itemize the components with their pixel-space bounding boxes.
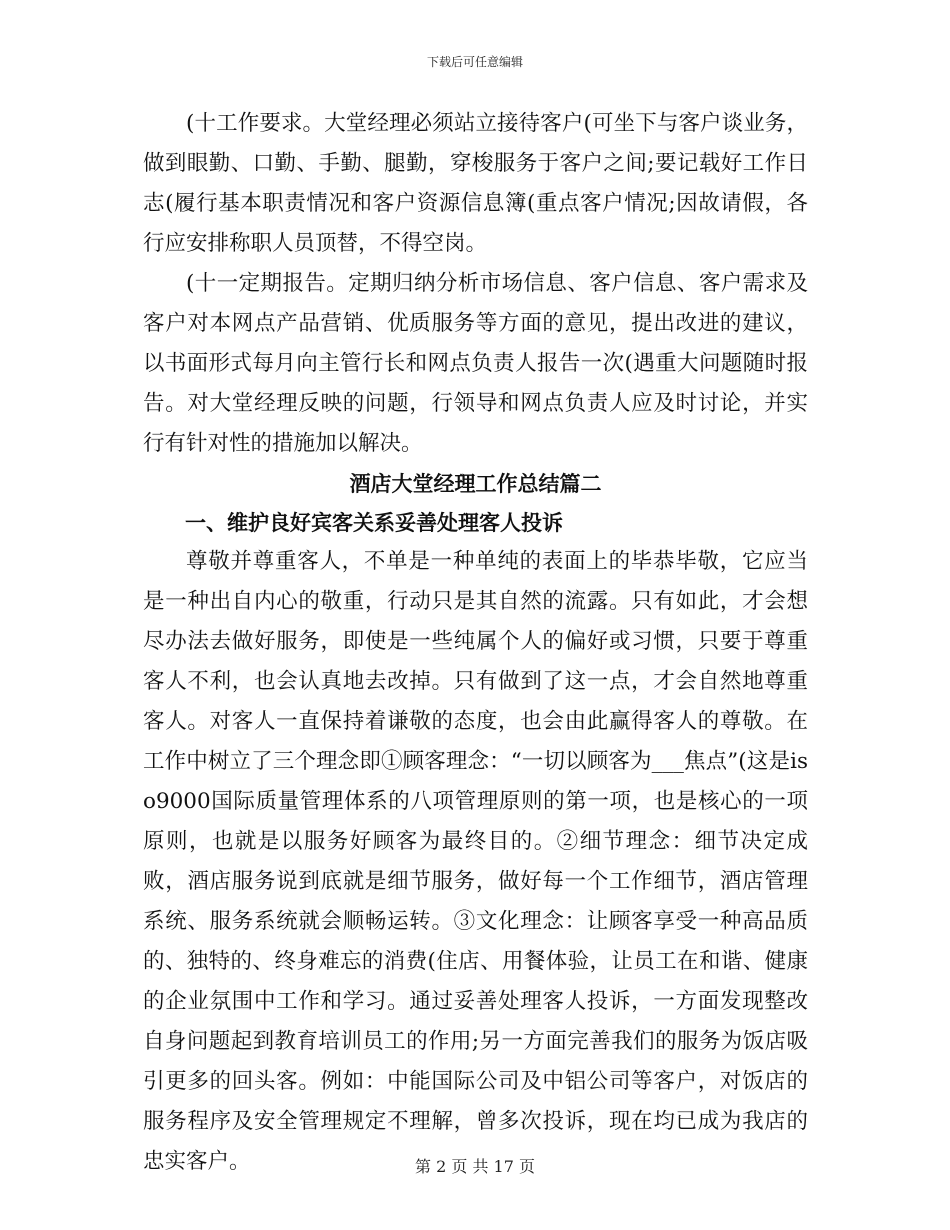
paragraph-work-requirements: (十工作要求。大堂经理必须站立接待客户(可坐下与客户谈业务，做到眼勤、口勤、手勤、腿勤，穿梭服务于客户之间;要记载好工作日志(履行基本职责情况和客户资源信息簿(重点客户情况;因故请假，各行应安排称职人员顶替，不得空岗。	[143, 111, 808, 256]
section-title: 酒店大堂经理工作总结篇二	[349, 471, 602, 496]
page-footer: 第 2 页 共 17 页	[415, 1157, 535, 1176]
paragraph-guest-relations: 尊敬并尊重客人，不单是一种单纯的表面上的毕恭毕敬，它应当是一种出自内心的敬重，行动只是其自然的流露。只有如此，才会想尽办法去做好服务，即使是一些纯属个人的偏好或习惯，只要于尊重客人不利，也会认真地去改掉。只有做到了这一点，才会自然地尊重客人。对客人一直保持着谦敬的态度，也会由此赢得客人的尊敬。在工作中树立了三个理念即①顾客理念：“一切以顾客为___焦点”(这是iso9000国际质量管理体系的八项管理原则的第一项，也是核心的一项原则，也就是以服务好顾客为最终目的。②细节理念：细节决定成败，酒店服务说到底就是细节服务，做好每一个工作细节，酒店管理系统、服务系统就会顺畅运转。③文化理念：让顾客享受一种高品质的、独特的、终身难忘的消费(住店、用餐体验，让员工在和谐、健康的企业氛围中工作和学习。通过妥善处理客人投诉，一方面发现整改自身问题起到教育培训员工的作用;另一方面完善我们的服务为饭店吸引更多的回头客。例如：中能国际公司及中铝公司等客户，对饭店的服务程序及安全管理规定不理解，曾多次投诉，现在均已成为我店的忠实客户。	[143, 549, 808, 1174]
page-header: 下载后可任意编辑	[426, 55, 523, 69]
document-body	[143, 104, 808, 1182]
section-subtitle: 一、维护良好宾客关系妥善处理客人投诉	[185, 510, 563, 535]
paragraph-periodic-report: (十一定期报告。定期归纳分析市场信息、客户信息、客户需求及客户对本网点产品营销、优质服务等方面的意见，提出改进的建议，以书面形式每月向主管行长和网点负责人报告一次(遇重大问题随时报告。对大堂经理反映的问题，行领导和网点负责人应及时讨论，并实行有针对性的措施加以解决。	[143, 271, 808, 456]
